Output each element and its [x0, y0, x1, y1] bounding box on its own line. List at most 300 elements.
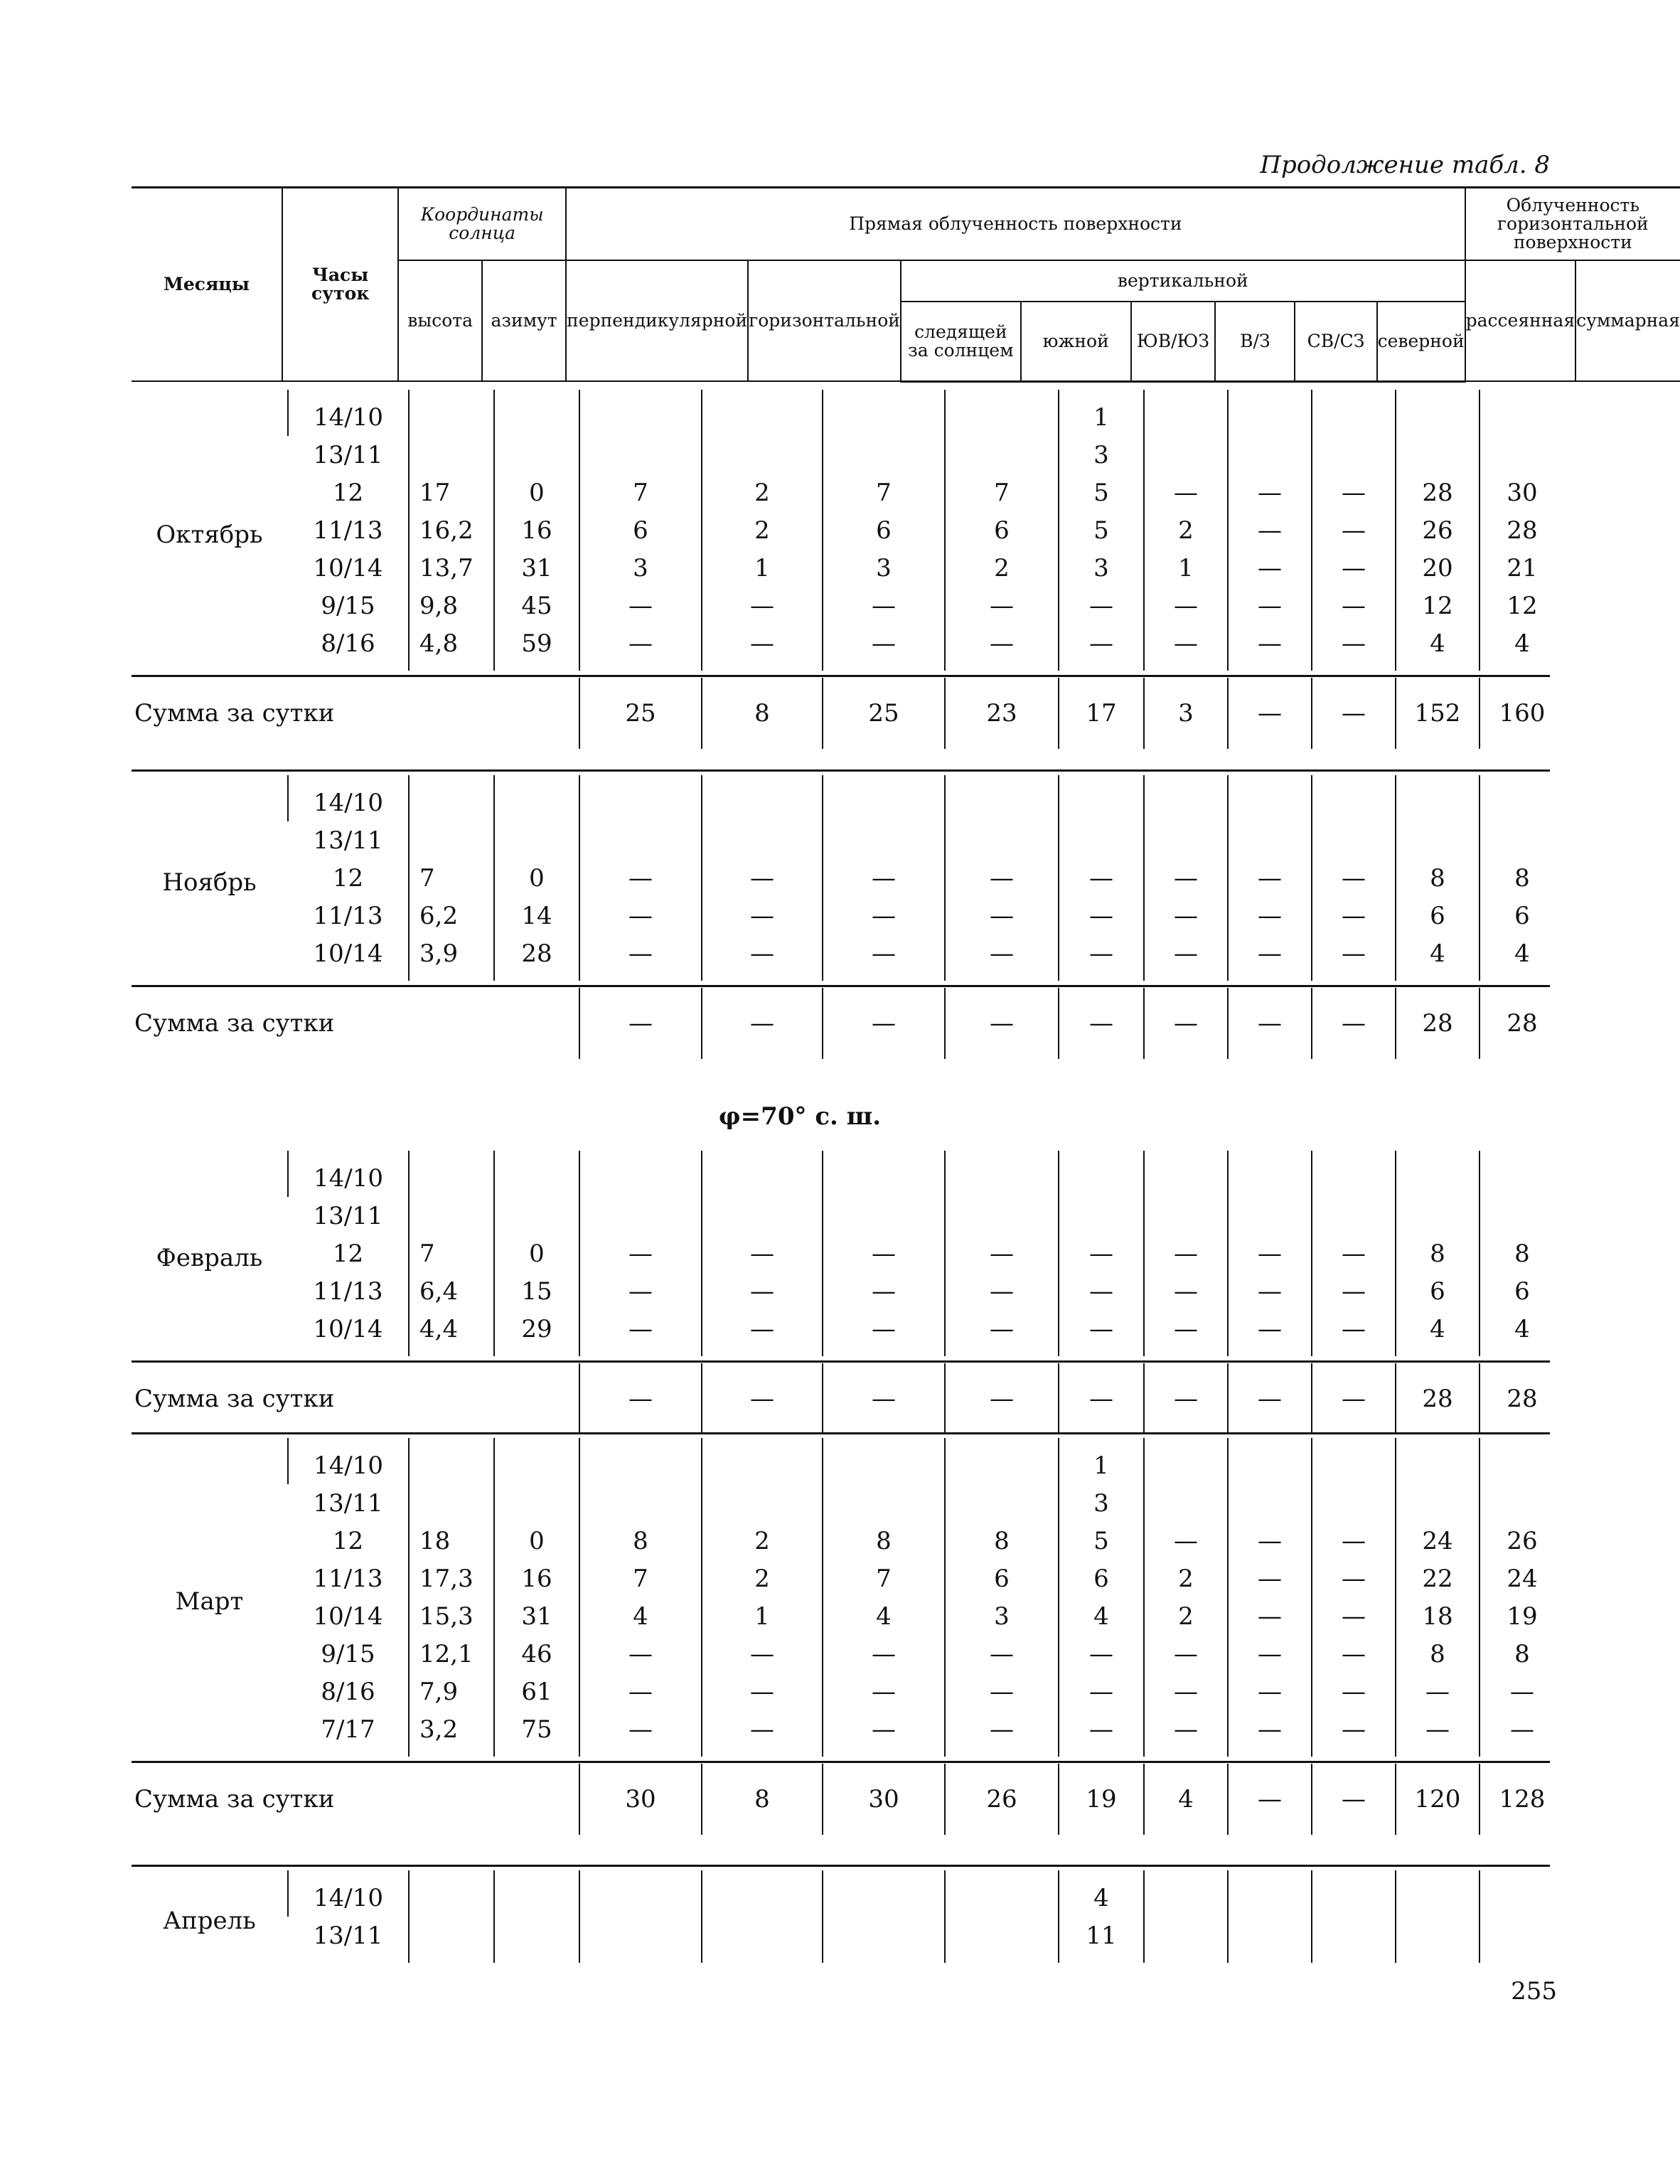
cell: —: [1059, 859, 1144, 897]
cell: [945, 784, 1059, 821]
sum-cell: 28: [1480, 988, 1564, 1059]
cell: 4: [1396, 624, 1480, 662]
cell: [1059, 1197, 1144, 1235]
cell: 6: [579, 511, 702, 549]
cell: 6: [1396, 1272, 1480, 1310]
cell: [945, 1159, 1059, 1197]
cell: [1396, 1197, 1480, 1235]
cell: 1: [1144, 549, 1228, 587]
sum-cell: —: [823, 988, 945, 1059]
data-block-4: [132, 1870, 1564, 1963]
table-row: [132, 1710, 1564, 1748]
cell: —: [1228, 1560, 1312, 1597]
cell: [1480, 1917, 1564, 1954]
cell: —: [1312, 1597, 1396, 1635]
cell: —: [579, 859, 702, 897]
cell: 8: [1396, 1635, 1480, 1673]
cell: 2: [945, 549, 1059, 587]
cell: —: [1059, 624, 1144, 662]
cell: —: [1059, 1635, 1144, 1673]
cell: [1312, 1917, 1396, 1954]
cell: [702, 1447, 823, 1484]
block-rule: [132, 769, 1550, 772]
cell: —: [1228, 474, 1312, 511]
sum-cell: 120: [1396, 1764, 1480, 1835]
table-row: [132, 587, 1564, 624]
cell: [1396, 398, 1480, 436]
latitude-label: φ=70° с. ш.: [718, 1102, 882, 1131]
col-south-header: южной: [1021, 302, 1131, 382]
cell: [823, 1879, 945, 1917]
cell: —: [1312, 587, 1396, 624]
cell: [1312, 1159, 1396, 1197]
cell: —: [1144, 934, 1228, 972]
cell: [702, 1879, 823, 1917]
sum-cell: 8: [702, 1764, 823, 1835]
cell: 2: [1144, 511, 1228, 549]
cell: 7: [409, 859, 494, 897]
cell: [1480, 436, 1564, 474]
table-row: [132, 1879, 1564, 1917]
cell: [1144, 436, 1228, 474]
cell: —: [823, 1635, 945, 1673]
cell: 7: [409, 1235, 494, 1272]
cell: [702, 1159, 823, 1197]
month-label: Март: [175, 1587, 244, 1616]
cell: [494, 1159, 579, 1197]
cell: 13,7: [409, 549, 494, 587]
cell: 12: [1480, 587, 1564, 624]
cell: [1312, 398, 1396, 436]
sum-cell: —: [1228, 1363, 1312, 1434]
col-ne-nw-header: СВ/СЗ: [1295, 302, 1376, 382]
cell: 2: [1144, 1597, 1228, 1635]
cell: —: [1312, 1710, 1396, 1748]
cell: 28: [1480, 511, 1564, 549]
cell: [579, 1447, 702, 1484]
cell: —: [702, 587, 823, 624]
sum-cell: —: [1228, 678, 1312, 749]
cell: 12: [1396, 587, 1480, 624]
table-row: [132, 549, 1564, 587]
cell: —: [1228, 1310, 1312, 1348]
sum-row: [132, 678, 1564, 749]
cell: 6,2: [409, 897, 494, 934]
cell: 21: [1480, 549, 1564, 587]
cell: [823, 1484, 945, 1522]
cell: 6: [1396, 897, 1480, 934]
cell: 12,1: [409, 1635, 494, 1673]
sum-cell: 23: [945, 678, 1059, 749]
cell: —: [579, 1635, 702, 1673]
cell: [409, 1917, 494, 1954]
cell: 4,4: [409, 1310, 494, 1348]
cell: 3,9: [409, 934, 494, 972]
cell: —: [702, 859, 823, 897]
cell: 1: [1059, 398, 1144, 436]
sum-rule: [132, 1761, 1550, 1763]
cell: —: [1228, 934, 1312, 972]
cell: —: [1228, 1673, 1312, 1710]
cell: 12: [288, 1235, 409, 1272]
cell: —: [579, 1310, 702, 1348]
sum-row: [132, 988, 1564, 1059]
cell: [1144, 784, 1228, 821]
cell: [579, 398, 702, 436]
cell: 24: [1480, 1560, 1564, 1597]
cell: —: [823, 1710, 945, 1748]
sum-cell: —: [1228, 1764, 1312, 1835]
cell: 2: [702, 511, 823, 549]
sum-cell: 17: [1059, 678, 1144, 749]
cell: —: [1228, 897, 1312, 934]
cell: 16,2: [409, 511, 494, 549]
cell: 14/10: [288, 784, 409, 821]
col-hours-header: Часы суток: [282, 188, 398, 382]
cell: 16: [494, 1560, 579, 1597]
table-row: [132, 1917, 1564, 1954]
cell: —: [1312, 897, 1396, 934]
cell: [945, 398, 1059, 436]
cell: [409, 1159, 494, 1197]
cell: 9/15: [288, 587, 409, 624]
cell: [1396, 821, 1480, 859]
sum-cell: —: [823, 1363, 945, 1434]
table-row: [132, 1484, 1564, 1522]
cell: —: [1144, 1635, 1228, 1673]
cell: —: [1228, 1635, 1312, 1673]
sum-cell: 4: [1144, 1764, 1228, 1835]
cell: —: [1312, 1635, 1396, 1673]
cell: [823, 821, 945, 859]
cell: [945, 1484, 1059, 1522]
sum-row: [132, 1363, 1564, 1434]
cell: 6,4: [409, 1272, 494, 1310]
cell: [945, 1879, 1059, 1917]
cell: 6: [1480, 1272, 1564, 1310]
cell: —: [1144, 1673, 1228, 1710]
cell: —: [1228, 1522, 1312, 1560]
cell: [1396, 1484, 1480, 1522]
data-block-1: [132, 775, 1564, 981]
col-horizontal-header: горизонтальной: [748, 260, 901, 381]
cell: 12: [288, 859, 409, 897]
cell: 13/11: [288, 1197, 409, 1235]
cell: [1228, 784, 1312, 821]
cell: 14: [494, 897, 579, 934]
sum-cell: 28: [1480, 1363, 1564, 1434]
table-row: [132, 1522, 1564, 1560]
cell: [579, 436, 702, 474]
table-row: [132, 1197, 1564, 1235]
page-number: 255: [1511, 1977, 1557, 2005]
cell: 61: [494, 1673, 579, 1710]
table-row: [132, 897, 1564, 934]
cell: —: [1144, 1272, 1228, 1310]
cell: [1312, 1197, 1396, 1235]
sum-cell: —: [1312, 1363, 1396, 1434]
cell: 10/14: [288, 934, 409, 972]
cell: 4: [1059, 1879, 1144, 1917]
col-sun-coords-header: Координаты солнца: [398, 188, 566, 261]
sum-rule: [132, 1360, 1550, 1363]
cell: —: [823, 934, 945, 972]
cell: 31: [494, 1597, 579, 1635]
cell: [579, 784, 702, 821]
cell: —: [1059, 1235, 1144, 1272]
cell: 8/16: [288, 624, 409, 662]
cell: 4: [579, 1597, 702, 1635]
cell: [1480, 1447, 1564, 1484]
month-label: Февраль: [156, 1243, 263, 1272]
cell: [1396, 1917, 1480, 1954]
cell: [1228, 436, 1312, 474]
cell: —: [702, 934, 823, 972]
col-tracking-header: следящей за солнцем: [901, 302, 1021, 382]
cell: 2: [702, 1560, 823, 1597]
cell: 8: [1480, 1635, 1564, 1673]
cell: [945, 1917, 1059, 1954]
cell: [579, 1159, 702, 1197]
sum-cell: 19: [1059, 1764, 1144, 1835]
cell: 14/10: [288, 1879, 409, 1917]
cell: 3: [1059, 1484, 1144, 1522]
cell: [1480, 821, 1564, 859]
cell: [1396, 1159, 1480, 1197]
cell: 28: [494, 934, 579, 972]
cell: —: [702, 1710, 823, 1748]
data-block-3: [132, 1438, 1564, 1757]
cell: 4: [823, 1597, 945, 1635]
table-row: [132, 1310, 1564, 1348]
cell: [823, 1447, 945, 1484]
cell: [579, 1917, 702, 1954]
cell: —: [1312, 549, 1396, 587]
cell: 11/13: [288, 1560, 409, 1597]
cell: [1396, 1879, 1480, 1917]
table-row: [132, 1635, 1564, 1673]
cell: 9,8: [409, 587, 494, 624]
cell: 8/16: [288, 1673, 409, 1710]
cell: —: [945, 859, 1059, 897]
col-north-header: северной: [1377, 302, 1465, 382]
cell: 0: [494, 1235, 579, 1272]
cell: 22: [1396, 1560, 1480, 1597]
cell: 8: [945, 1522, 1059, 1560]
sum-cell: —: [945, 1363, 1059, 1434]
cell: —: [1059, 587, 1144, 624]
cell: 5: [1059, 1522, 1144, 1560]
cell: [409, 1879, 494, 1917]
cell: 14/10: [288, 1447, 409, 1484]
cell: [702, 1484, 823, 1522]
cell: —: [1144, 474, 1228, 511]
cell: —: [1480, 1673, 1564, 1710]
cell: [1396, 1447, 1480, 1484]
cell: —: [1228, 859, 1312, 897]
cell: [579, 1197, 702, 1235]
sum-cell: —: [1144, 1363, 1228, 1434]
sum-cell: 28: [1396, 988, 1480, 1059]
sum-cell: 26: [945, 1764, 1059, 1835]
table-row: [132, 1560, 1564, 1597]
table-row: [132, 1235, 1564, 1272]
sum-cell: —: [1059, 988, 1144, 1059]
cell: —: [1144, 859, 1228, 897]
sum-cell: 30: [823, 1764, 945, 1835]
cell: [409, 436, 494, 474]
cell: [409, 398, 494, 436]
cell: 6: [1059, 1560, 1144, 1597]
data-block-0: [132, 390, 1564, 671]
cell: —: [579, 1673, 702, 1710]
cell: 29: [494, 1310, 579, 1348]
sum-cell: 30: [579, 1764, 702, 1835]
sum-cell: 25: [579, 678, 702, 749]
cell: [1059, 1159, 1144, 1197]
sum-cell: —: [702, 988, 823, 1059]
col-se-sw-header: ЮВ/ЮЗ: [1131, 302, 1216, 382]
table-row: [132, 474, 1564, 511]
cell: 11/13: [288, 511, 409, 549]
cell: 0: [494, 474, 579, 511]
cell: —: [1228, 587, 1312, 624]
cell: 59: [494, 624, 579, 662]
table-row: [132, 511, 1564, 549]
cell: [1312, 784, 1396, 821]
sum-label: Сумма за сутки: [132, 1764, 579, 1835]
cell: [1480, 1879, 1564, 1917]
cell: —: [1228, 1597, 1312, 1635]
cell: 7: [579, 1560, 702, 1597]
cell: 7: [823, 1560, 945, 1597]
cell: [1059, 821, 1144, 859]
cell: [1312, 1879, 1396, 1917]
cell: —: [823, 859, 945, 897]
cell: [1480, 1159, 1564, 1197]
cell: —: [945, 1310, 1059, 1348]
cell: —: [1059, 1710, 1144, 1748]
cell: [579, 821, 702, 859]
cell: —: [945, 587, 1059, 624]
sum-label: Сумма за сутки: [132, 1363, 579, 1434]
cell: —: [1228, 511, 1312, 549]
cell: —: [579, 1710, 702, 1748]
cell: 8: [1396, 1235, 1480, 1272]
cell: 4,8: [409, 624, 494, 662]
cell: 7,9: [409, 1673, 494, 1710]
sum-cell: —: [579, 1363, 702, 1434]
cell: 4: [1480, 934, 1564, 972]
table-row: [132, 1673, 1564, 1710]
cell: 12: [288, 474, 409, 511]
cell: [945, 1197, 1059, 1235]
cell: [1480, 1197, 1564, 1235]
cell: 14/10: [288, 1159, 409, 1197]
cell: 46: [494, 1635, 579, 1673]
cell: [1480, 1484, 1564, 1522]
col-months-header: Месяцы: [132, 188, 282, 382]
cell: [1144, 1159, 1228, 1197]
cell: [1312, 436, 1396, 474]
cell: —: [579, 934, 702, 972]
cell: [579, 1484, 702, 1522]
cell: 7: [579, 474, 702, 511]
cell: —: [945, 624, 1059, 662]
month-label: Ноябрь: [162, 868, 257, 897]
cell: [1144, 1197, 1228, 1235]
cell: 15: [494, 1272, 579, 1310]
cell: —: [823, 1272, 945, 1310]
sum-cell: —: [1312, 678, 1396, 749]
cell: —: [1144, 624, 1228, 662]
cell: 7/17: [288, 1710, 409, 1748]
cell: —: [1228, 549, 1312, 587]
col-vertical-header: вертикальной: [901, 260, 1465, 302]
cell: 18: [1396, 1597, 1480, 1635]
cell: —: [945, 1272, 1059, 1310]
cell: 30: [1480, 474, 1564, 511]
cell: —: [1312, 511, 1396, 549]
cell: [1396, 784, 1480, 821]
month-label: Апрель: [163, 1907, 256, 1935]
cell: —: [579, 1272, 702, 1310]
col-w-e-header: В/З: [1215, 302, 1295, 382]
sum-cell: 28: [1396, 1363, 1480, 1434]
cell: 8: [1480, 1235, 1564, 1272]
cell: [945, 821, 1059, 859]
cell: 8: [823, 1522, 945, 1560]
cell: —: [945, 897, 1059, 934]
sum-cell: —: [1312, 1764, 1396, 1835]
col-perpendicular-header: перпендикулярной: [566, 260, 748, 381]
cell: —: [1480, 1710, 1564, 1748]
cell: —: [702, 1310, 823, 1348]
cell: 17: [409, 474, 494, 511]
cell: —: [1228, 1272, 1312, 1310]
sum-label: Сумма за сутки: [132, 988, 579, 1059]
cell: [1480, 784, 1564, 821]
cell: [823, 1159, 945, 1197]
sum-cell: 3: [1144, 678, 1228, 749]
sum-cell: —: [1312, 988, 1396, 1059]
cell: —: [1396, 1673, 1480, 1710]
table-row: [132, 1159, 1564, 1197]
cell: [494, 1197, 579, 1235]
cell: [1144, 821, 1228, 859]
cell: 13/11: [288, 436, 409, 474]
table-row: [132, 398, 1564, 436]
sum-cell: —: [1059, 1363, 1144, 1434]
cell: —: [1312, 1560, 1396, 1597]
cell: —: [1144, 1310, 1228, 1348]
cell: [1228, 1197, 1312, 1235]
cell: [494, 398, 579, 436]
cell: —: [702, 1635, 823, 1673]
cell: 7: [945, 474, 1059, 511]
cell: —: [702, 624, 823, 662]
table-row: [132, 624, 1564, 662]
cell: 28: [1396, 474, 1480, 511]
cell: 20: [1396, 549, 1480, 587]
cell: 2: [702, 1522, 823, 1560]
cell: —: [702, 1235, 823, 1272]
cell: —: [579, 587, 702, 624]
cell: 8: [579, 1522, 702, 1560]
sum-label: Сумма за сутки: [132, 678, 579, 749]
cell: [823, 436, 945, 474]
cell: 7: [823, 474, 945, 511]
